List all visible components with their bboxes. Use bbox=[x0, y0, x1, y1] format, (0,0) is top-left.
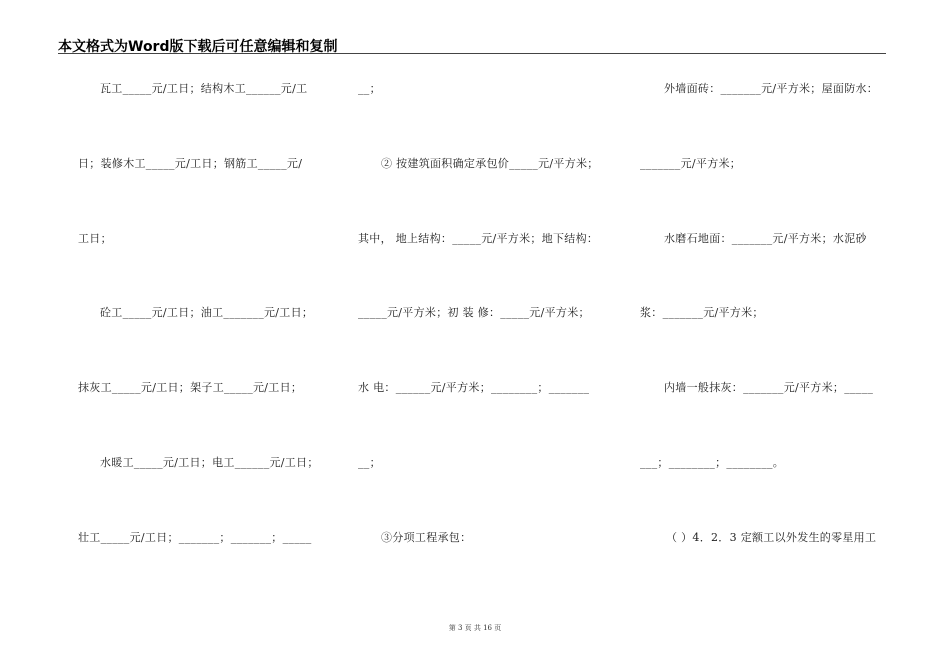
col3-line-2: _______元/平方米； bbox=[640, 157, 742, 170]
col2-line-5: 水 电：______元/平方米；________；_______ bbox=[358, 381, 590, 394]
col2-line-2: ② 按建筑面积确定承包价_____元/平方米； bbox=[381, 157, 599, 170]
col2-line-4: _____元/平方米；初 装 修：_____元/平方米； bbox=[358, 306, 590, 319]
page-number-footer: 第 3 页 共 16 页 bbox=[448, 624, 502, 632]
document-header-title: 本文格式为Word版下载后可任意编辑和复制 bbox=[58, 39, 338, 55]
col1-line-4: 砼工_____元/工日；油工_______元/工日； bbox=[100, 306, 314, 319]
col3-line-3: 水磨石地面：_______元/平方米；水泥砂 bbox=[664, 232, 867, 245]
col1-line-1: 瓦工_____元/工日；结构木工______元/工 bbox=[100, 82, 308, 95]
col3-line-7: （ ）4．2．3 定额工以外发生的零星用工 bbox=[666, 531, 877, 544]
col2-line-1: __； bbox=[358, 82, 381, 95]
col3-line-4: 浆：_______元/平方米； bbox=[640, 306, 764, 319]
col1-line-2: 日；装修木工_____元/工日；钢筋工_____元/ bbox=[78, 157, 303, 170]
col1-line-3: 工日； bbox=[78, 232, 112, 245]
col1-line-6: 水暖工_____元/工日；电工______元/工日； bbox=[100, 456, 319, 469]
col1-line-5: 抹灰工_____元/工日；架子工_____元/工日； bbox=[78, 381, 303, 394]
col1-line-7: 壮工_____元/工日；_______；_______；_____ bbox=[78, 531, 312, 544]
col2-line-7: ③分项工程承包： bbox=[381, 531, 472, 544]
col2-line-6: __； bbox=[358, 456, 381, 469]
col3-line-5: 内墙一般抹灰：_______元/平方米；_____ bbox=[664, 381, 874, 394]
col2-line-3: 其中， 地上结构：_____元/平方米；地下结构： bbox=[358, 232, 599, 245]
col3-line-1: 外墙面砖：_______元/平方米；屋面防水： bbox=[664, 82, 879, 95]
header-divider bbox=[58, 53, 886, 54]
col3-line-6: ___；________；________。 bbox=[640, 456, 785, 469]
